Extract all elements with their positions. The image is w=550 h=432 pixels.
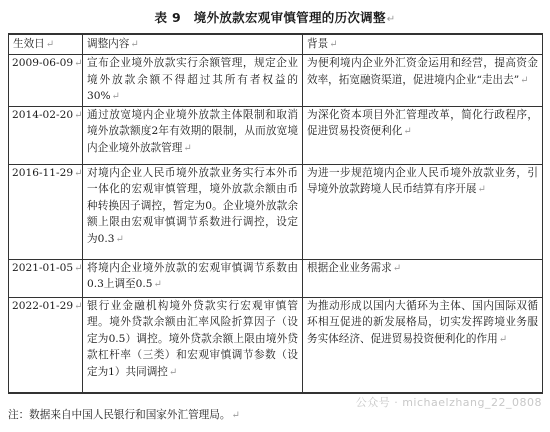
table-row <box>9 259 543 297</box>
header-effective-date: 生效日↵ <box>9 34 83 55</box>
paragraph-mark-icon: ↵ <box>74 262 83 274</box>
table-note <box>8 407 240 422</box>
paragraph-mark-icon: ↵ <box>183 142 192 154</box>
paragraph-mark-icon: ↵ <box>115 233 124 245</box>
paragraph-mark-icon: ↵ <box>520 74 529 86</box>
row-content: 对境内企业人民币境外放款业务实行本外币一体化的宏观审慎管理，境外放款余额由币种转换因子调控，暂定为0。企业境外放款余额上限由宏观审慎调节系数进行调控，设定为0.3↵ <box>83 164 303 259</box>
row-content: 银行业金融机构境外贷款实行宏观审慎管理。境外贷款余额由汇率风险折算因子（设定为0.5）调控。境外贷款余额上限由境外贷款杠杆率（三类）和宏观审慎调节参数（设定为1）共同调控↵ <box>83 297 303 393</box>
paragraph-mark-icon: ↵ <box>386 14 396 25</box>
paragraph-mark-icon: ↵ <box>498 333 508 345</box>
table-note-text: 注：数据来自中国人民银行和国家外汇管理局。 <box>8 409 231 421</box>
row-date: 2016-11-29↵ <box>9 164 83 259</box>
paragraph-mark-icon: ↵ <box>111 91 120 102</box>
row-background: 为进一步规范境内企业人民币境外放款业务，引导境外放款跨境人民币结算有序开展↵ <box>303 164 543 259</box>
row-content: 宣布企业境外放款实行余额管理，规定企业境外放款余额不得超过其所有者权益的30%↵ <box>83 55 303 107</box>
paragraph-mark-icon: ↵ <box>231 410 240 421</box>
paragraph-mark-icon: ↵ <box>74 300 83 312</box>
paragraph-mark-icon: ↵ <box>74 109 83 121</box>
table-title <box>0 8 550 26</box>
paragraph-mark-icon: ↵ <box>403 126 412 137</box>
paragraph-mark-icon: ↵ <box>329 39 338 50</box>
wechat-watermark: 公众号 · michaelzhang_22_0808 <box>355 396 542 409</box>
paragraph-mark-icon: ↵ <box>45 39 55 50</box>
header-background: 背景↵ <box>303 34 543 55</box>
paragraph-mark-icon: ↵ <box>477 184 486 195</box>
table-row <box>9 106 543 164</box>
paragraph-mark-icon: ↵ <box>74 58 83 69</box>
row-date: 2014-02-20↵ <box>9 106 83 164</box>
row-background: 为便利境内企业外汇资金运用和经营，提高资金效率，拓宽融资渠道，促进境内企业“走出去”↵ <box>303 55 543 107</box>
table-row <box>9 297 543 393</box>
policy-adjustment-table <box>8 33 543 394</box>
row-background: 根据企业业务需求↵ <box>303 259 543 297</box>
row-content: 通过放宽境内企业境外放款主体限制和取消境外放款额度2年有效期的限制，从而放宽境内企业境外放款管理↵ <box>83 106 303 164</box>
table-row <box>9 55 543 107</box>
row-date: 2021-01-05↵ <box>9 259 83 297</box>
paragraph-mark-icon: ↵ <box>392 262 402 274</box>
row-background: 为深化资本项目外汇管理改革，简化行政程序，促进贸易投资便利化↵ <box>303 106 543 164</box>
table-row <box>9 164 543 259</box>
table-title-text: 表 9 境外放款宏观审慎管理的历次调整 <box>154 10 386 25</box>
paragraph-mark-icon: ↵ <box>74 167 83 179</box>
table-header-row <box>9 34 543 55</box>
row-date: 2009-06-09↵ <box>9 55 83 107</box>
row-background: 为推动形成以国内大循环为主体、国内国际双循环相互促进的新发展格局，切实发挥跨境业务服务实体经济、促进贸易投资便利化的作用↵ <box>303 297 543 393</box>
header-adjustment-content: 调整内容↵ <box>83 34 303 55</box>
paragraph-mark-icon: ↵ <box>130 39 139 50</box>
paragraph-mark-icon: ↵ <box>153 279 162 290</box>
row-date: 2022-01-29↵ <box>9 297 83 393</box>
row-content: 将境内企业境外放款的宏观审慎调节系数由0.3上调至0.5↵ <box>83 259 303 297</box>
paragraph-mark-icon: ↵ <box>168 366 178 378</box>
